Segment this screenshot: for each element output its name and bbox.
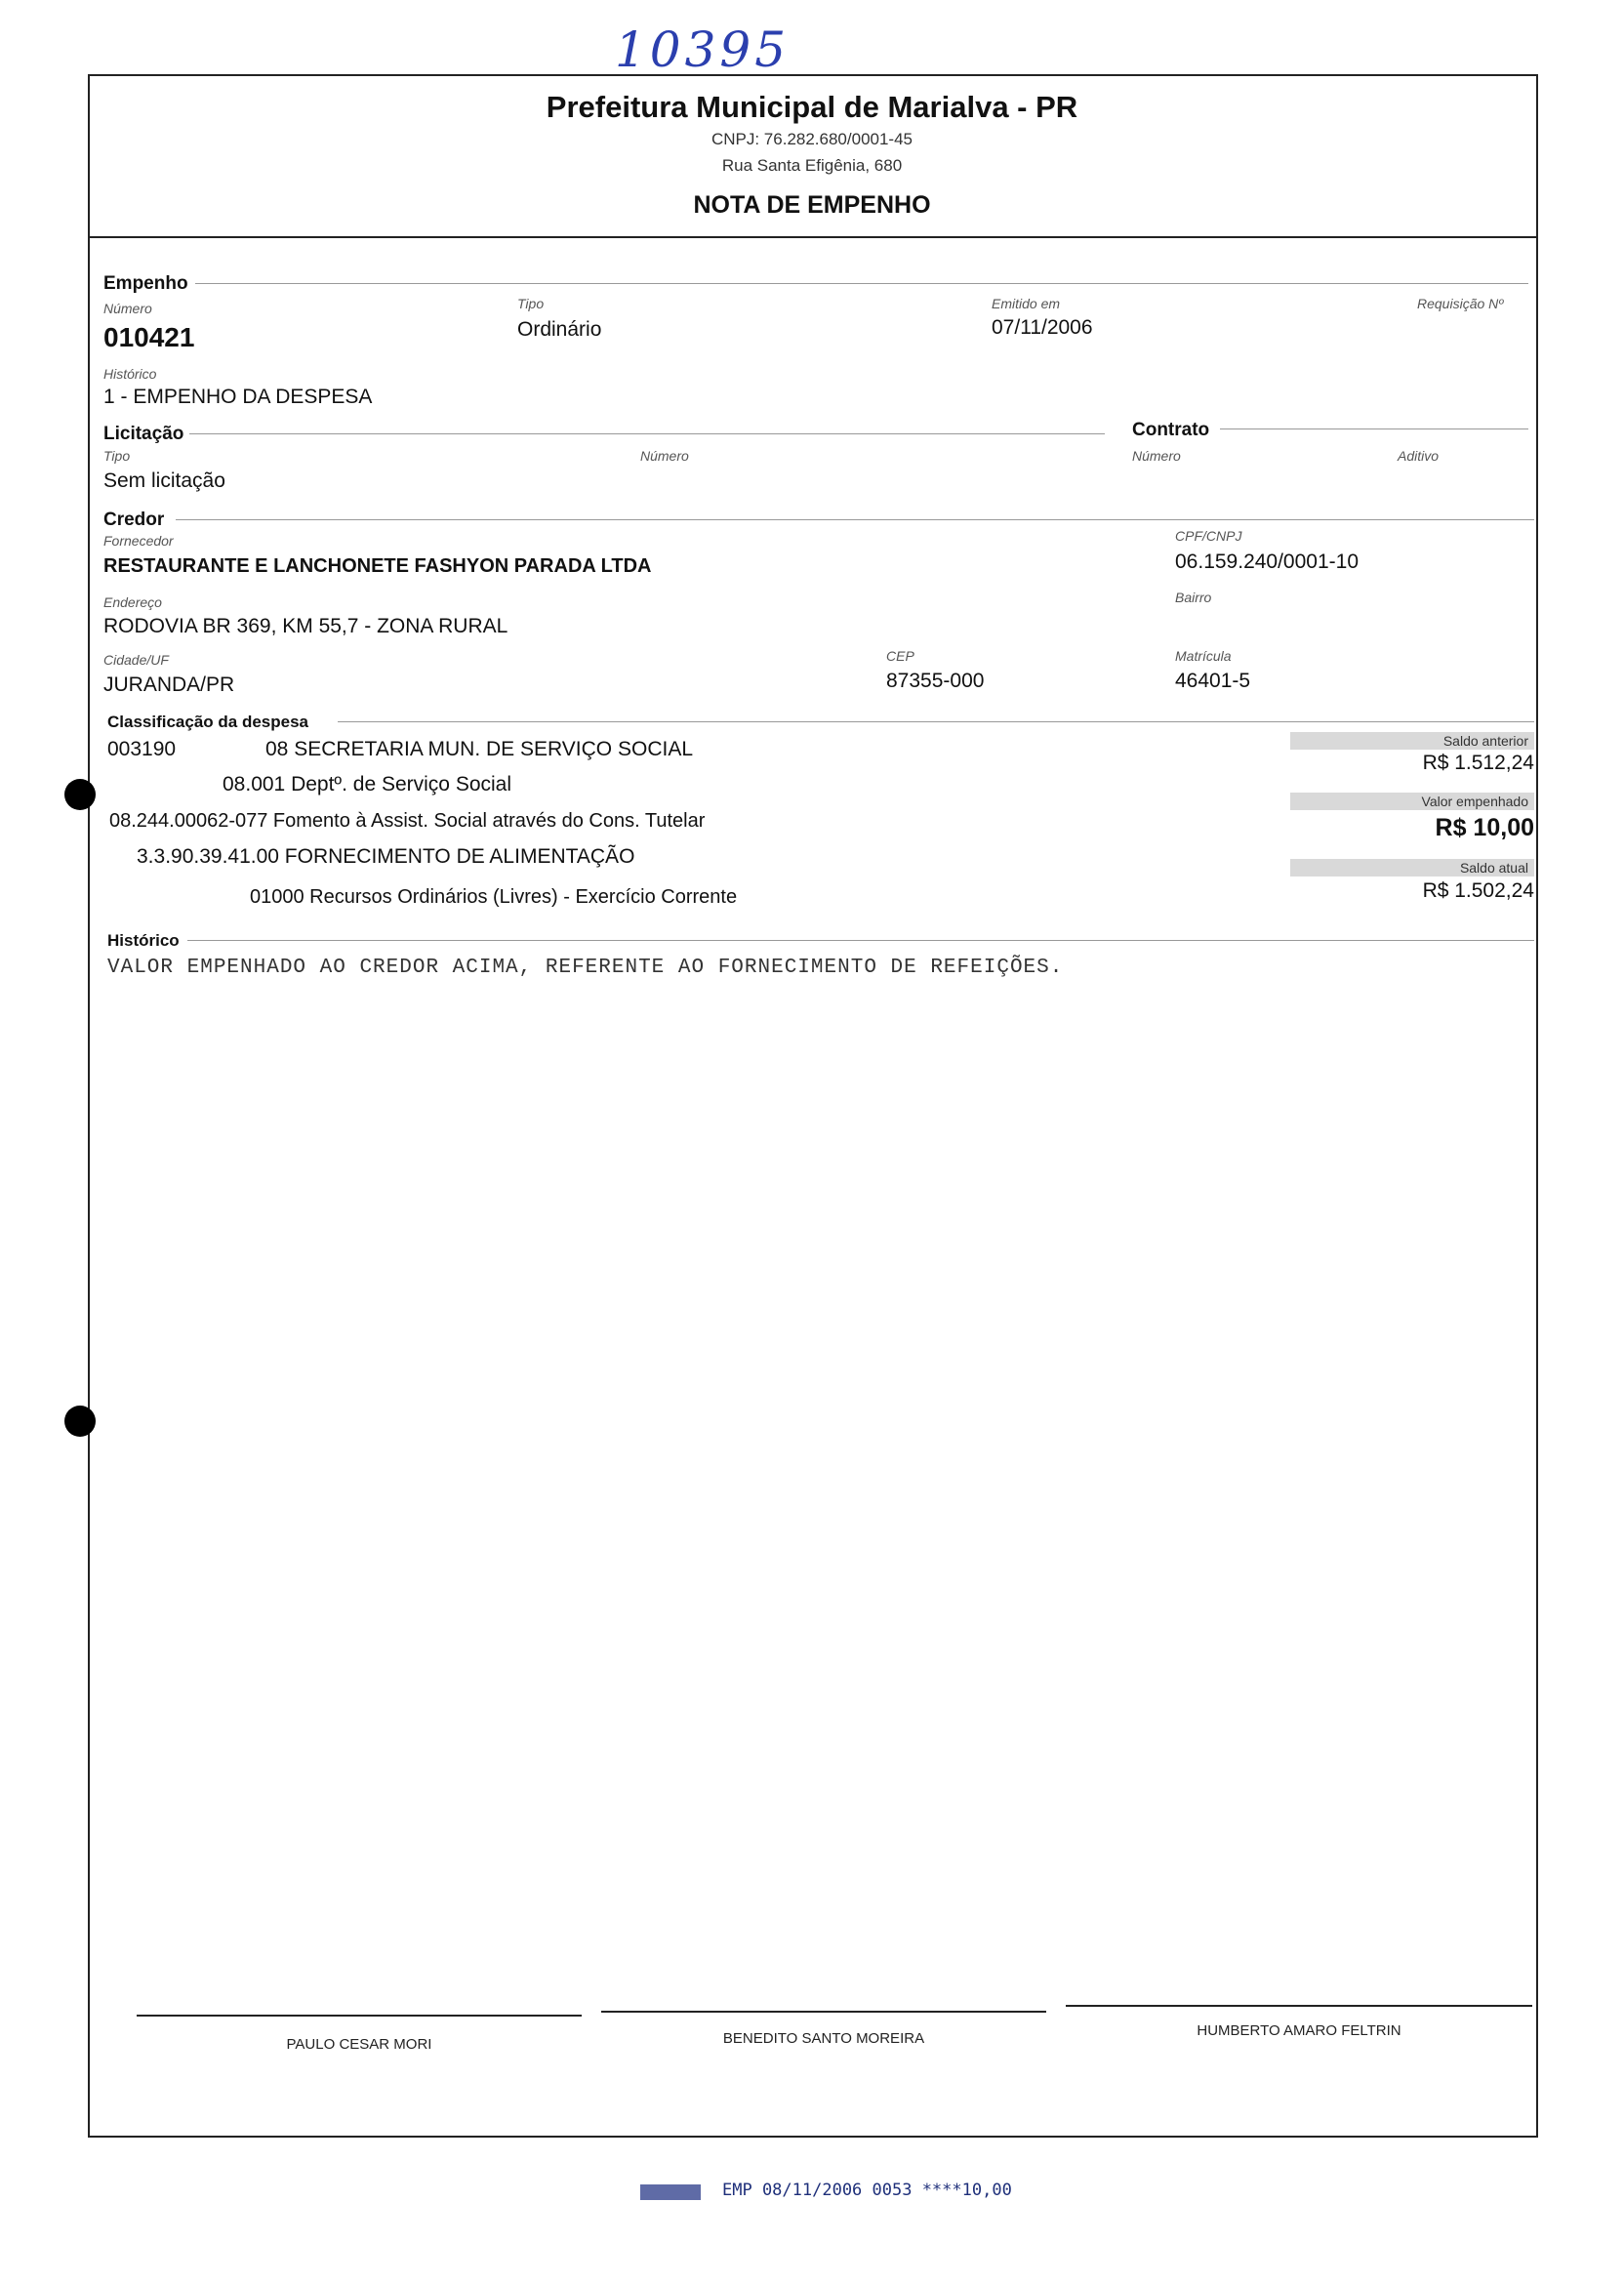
document-title: NOTA DE EMPENHO xyxy=(693,191,931,219)
cpf-cnpj: 06.159.240/0001-10 xyxy=(1175,551,1360,573)
punch-hole-bottom xyxy=(64,1406,96,1437)
signature-line-1 xyxy=(137,2015,582,2017)
empenho-historico: 1 - EMPENHO DA DESPESA xyxy=(103,386,373,408)
classificacao-orgao: 08 SECRETARIA MUN. DE SERVIÇO SOCIAL xyxy=(265,738,694,760)
licitacao-rule xyxy=(189,433,1105,434)
cidade-label: Cidade/UF xyxy=(103,652,169,668)
stamp-logo xyxy=(640,2184,701,2200)
saldo-atual: R$ 1.502,24 xyxy=(1422,879,1534,902)
endereco-label: Endereço xyxy=(103,594,162,610)
licitacao-tipo-label: Tipo xyxy=(103,448,131,464)
contrato-rule xyxy=(1220,428,1528,429)
signature-line-2 xyxy=(601,2011,1046,2013)
header-divider xyxy=(90,236,1538,238)
handwritten-number: 10395 xyxy=(615,21,791,78)
emitido-label: Emitido em xyxy=(992,296,1061,311)
classificacao-unidade: 08.001 Deptº. de Serviço Social xyxy=(223,773,512,795)
signature-name-2: BENEDITO SANTO MOREIRA xyxy=(722,2030,925,2047)
saldo-atual-label: Saldo atual xyxy=(1290,859,1534,877)
cep-label: CEP xyxy=(886,648,914,664)
licitacao-tipo: Sem licitação xyxy=(103,469,225,492)
matricula: 46401-5 xyxy=(1175,670,1251,692)
signature-name-1: PAULO CESAR MORI xyxy=(286,2036,432,2053)
classificacao-elemento: 3.3.90.39.41.00 FORNECIMENTO DE ALIMENTAÇÃO xyxy=(137,845,635,868)
emitido-date: 07/11/2006 xyxy=(992,316,1093,339)
saldo-anterior-label: Saldo anterior xyxy=(1290,732,1534,750)
historico-section-title: Histórico xyxy=(107,931,180,950)
cep: 87355-000 xyxy=(886,670,985,692)
empenho-tipo: Ordinário xyxy=(517,318,602,341)
contrato-aditivo-label: Aditivo xyxy=(1398,448,1440,464)
bairro-label: Bairro xyxy=(1175,590,1212,605)
cnpj-line: CNPJ: 76.282.680/0001-45 xyxy=(710,130,914,148)
bottom-stamp: EMP 08/11/2006 0053 ****10,00 xyxy=(722,2181,1012,2200)
classificacao-codigo: 003190 xyxy=(107,738,177,760)
historico-rule xyxy=(187,940,1534,941)
municipality-title: Prefeitura Municipal de Marialva - PR xyxy=(546,90,1078,124)
matricula-label: Matrícula xyxy=(1175,648,1232,664)
licitacao-numero-label: Número xyxy=(640,448,689,464)
saldo-anterior: R$ 1.512,24 xyxy=(1422,752,1534,774)
valor-empenhado-label: Valor empenhado xyxy=(1290,793,1534,810)
cpf-cnpj-label: CPF/CNPJ xyxy=(1175,528,1242,544)
classificacao-section-title: Classificação da despesa xyxy=(107,713,309,731)
valor-empenhado: R$ 10,00 xyxy=(1435,814,1534,841)
empenho-section-title: Empenho xyxy=(103,273,188,294)
endereco: RODOVIA BR 369, KM 55,7 - ZONA RURAL xyxy=(103,615,508,637)
requisicao-label: Requisição Nº xyxy=(1417,296,1504,311)
empenho-rule xyxy=(195,283,1528,284)
document-frame xyxy=(88,74,1538,2138)
signature-name-3: HUMBERTO AMARO FELTRIN xyxy=(1197,2022,1401,2039)
contrato-numero-label: Número xyxy=(1132,448,1181,464)
historico-text: VALOR EMPENHADO AO CREDOR ACIMA, REFERENTE AO FORNECIMENTO DE REFEIÇÕES. xyxy=(107,957,1064,979)
fornecedor-label: Fornecedor xyxy=(103,533,174,549)
credor-section-title: Credor xyxy=(103,510,165,530)
signature-line-3 xyxy=(1066,2005,1532,2007)
empenho-numero-label: Número xyxy=(103,301,152,316)
cidade: JURANDA/PR xyxy=(103,673,235,696)
empenho-tipo-label: Tipo xyxy=(517,296,545,311)
classificacao-funcional: 08.244.00062-077 Fomento à Assist. Social através do Cons. Tutelar xyxy=(109,810,706,832)
punch-hole-top xyxy=(64,779,96,810)
address-line: Rua Santa Efigênia, 680 xyxy=(721,156,903,175)
licitacao-section-title: Licitação xyxy=(103,424,184,444)
contrato-section-title: Contrato xyxy=(1132,420,1210,440)
classificacao-rule xyxy=(338,721,1534,722)
credor-rule xyxy=(176,519,1534,520)
empenho-historico-label: Histórico xyxy=(103,366,157,382)
fornecedor-name: RESTAURANTE E LANCHONETE FASHYON PARADA LTDA xyxy=(103,555,652,577)
empenho-numero: 010421 xyxy=(103,322,195,352)
classificacao-recurso: 01000 Recursos Ordinários (Livres) - Exercício Corrente xyxy=(250,886,738,908)
